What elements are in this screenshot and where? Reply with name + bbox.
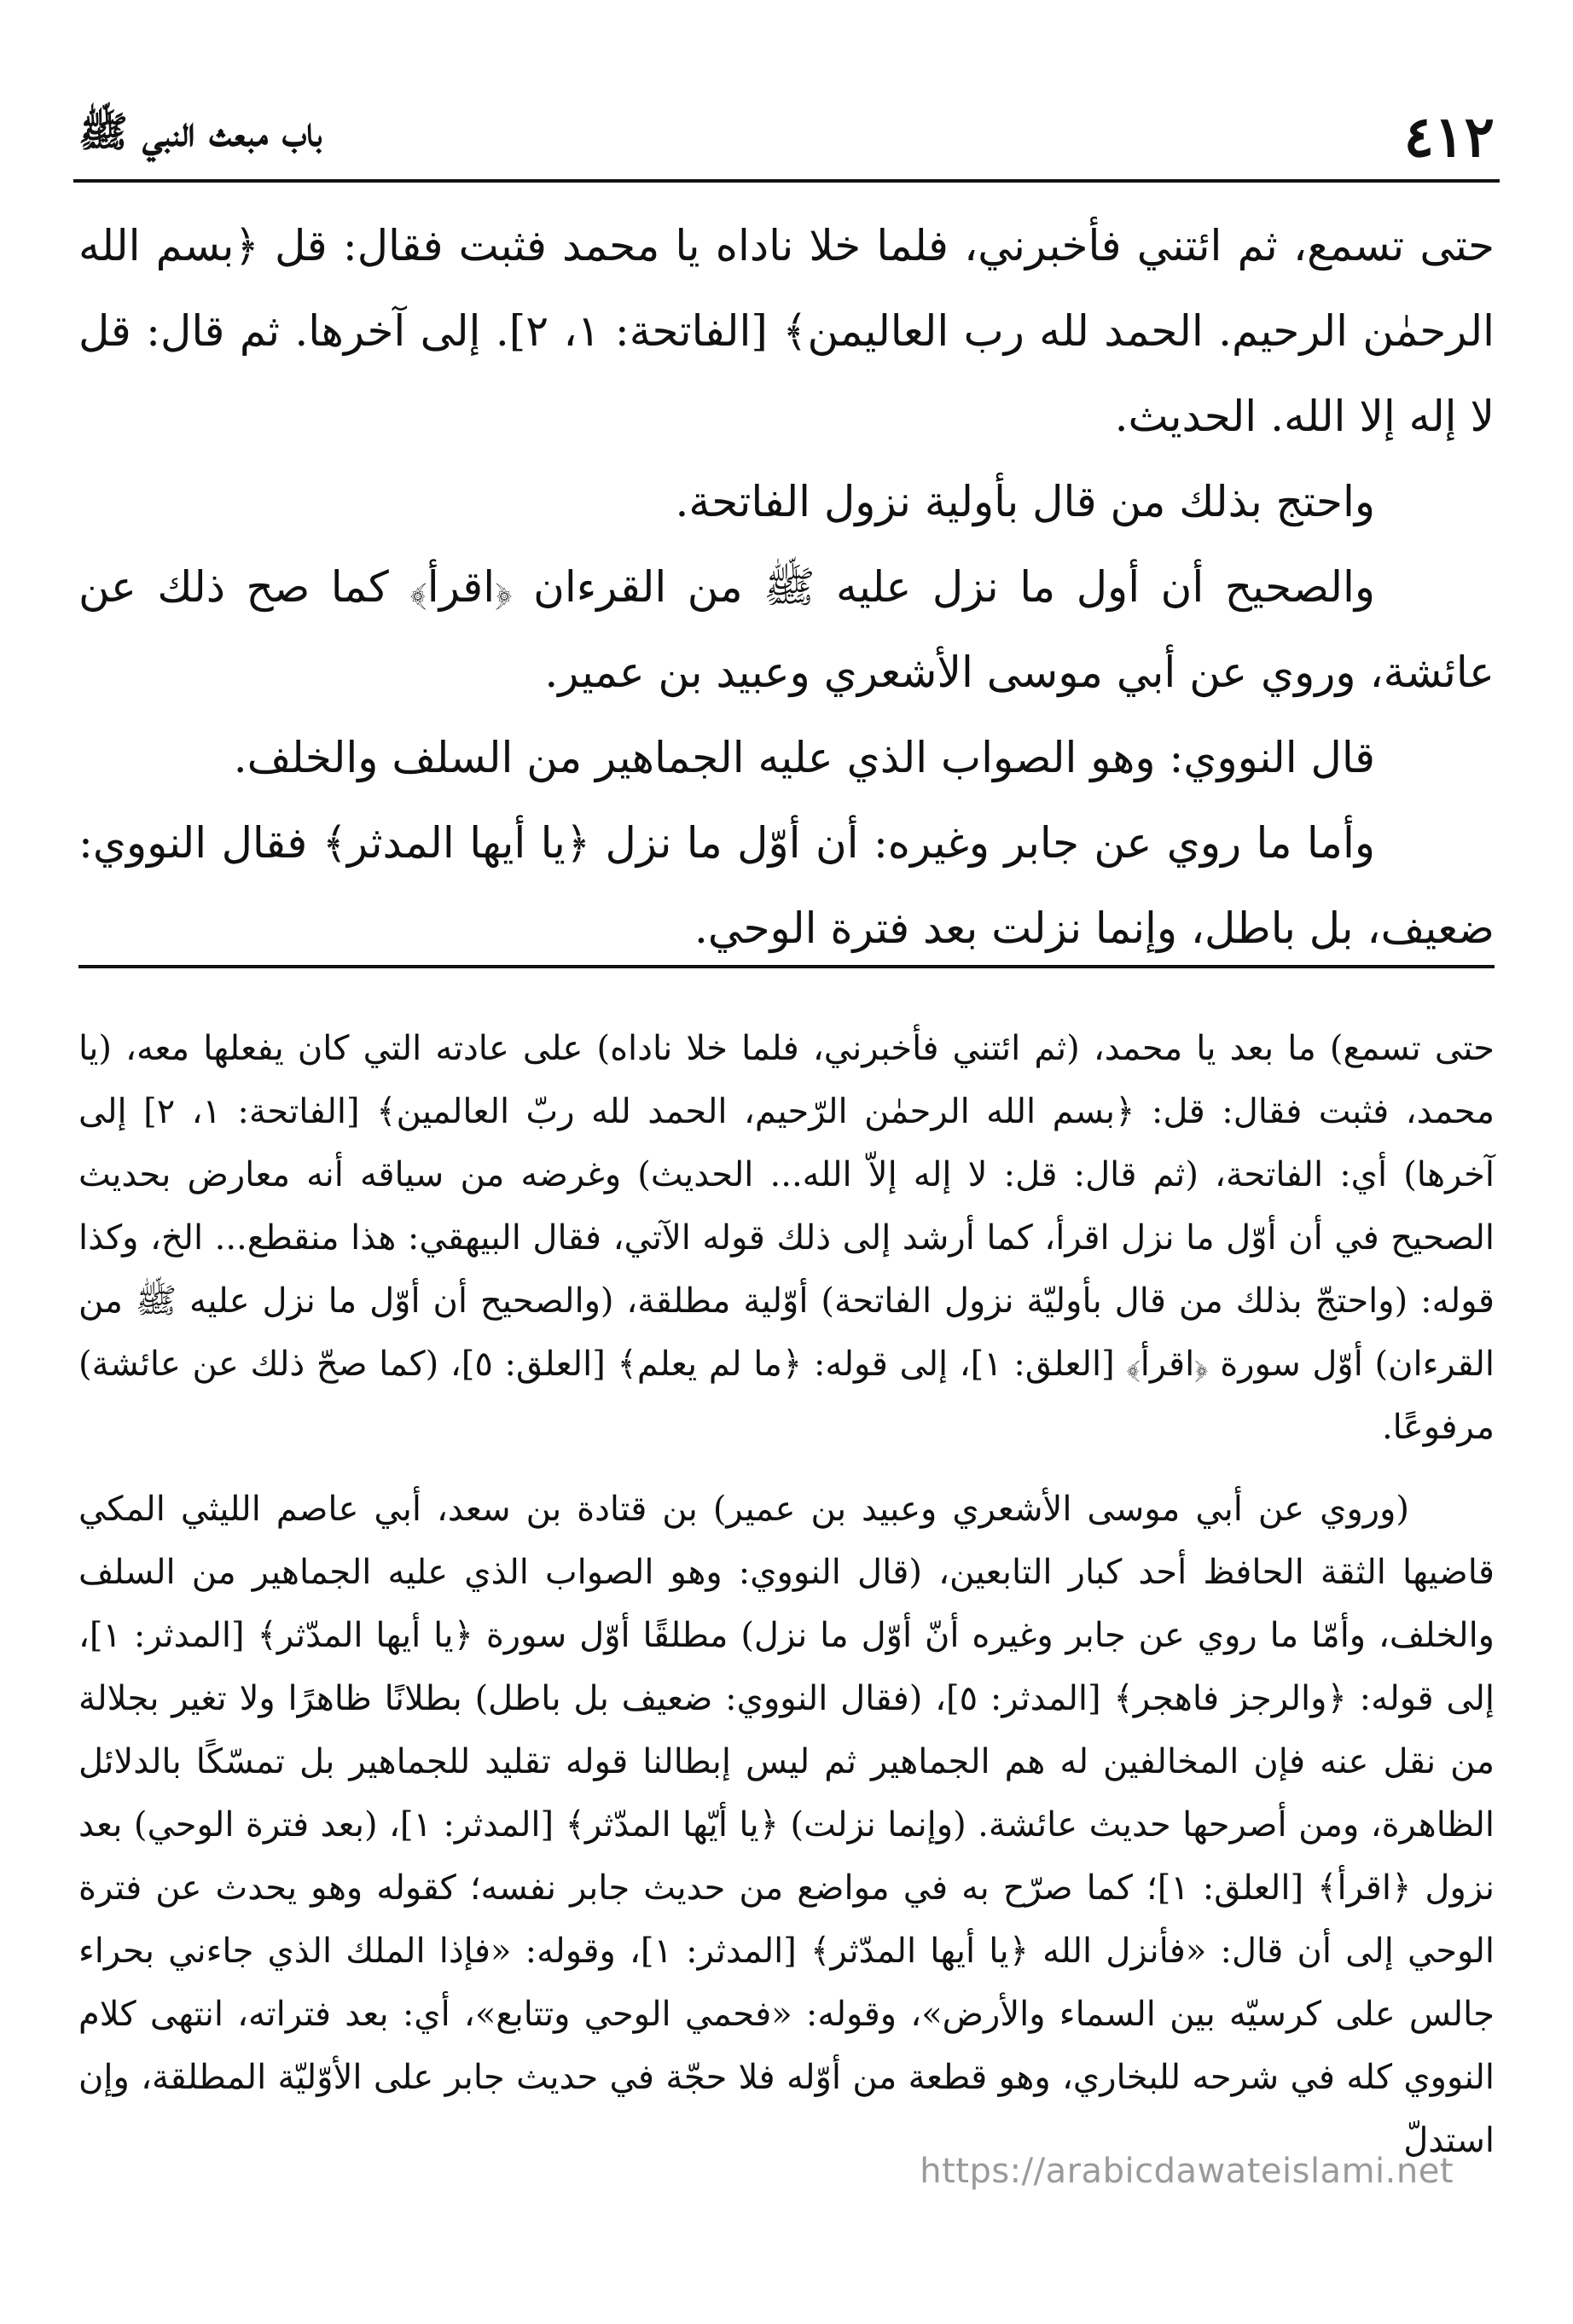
main-paragraph: واحتج بذلك من قال بأولية نزول الفاتحة. bbox=[675, 477, 1375, 526]
commentary-divider bbox=[78, 965, 1495, 968]
main-text bbox=[78, 203, 1495, 971]
watermark-url: https://arabicdawateislami.net bbox=[920, 2152, 1454, 2191]
header-divider bbox=[73, 179, 1500, 183]
main-paragraph: حتى تسمع، ثم ائتني فأخبرني، فلما خلا ناداه يا محمد فثبت فقال: قل ﴿بسم الله الرحمٰن الرحيم. الحمد لله رب العاليمن﴾ [الفاتحة: ١، ٢]. إلى آخرها. ثم قال: قل لا إله إلا الله. الحديث. bbox=[78, 221, 1495, 441]
running-title: باب مبعث النبي ﷺ bbox=[78, 107, 322, 156]
commentary-paragraph: (وروي عن أبي موسى الأشعري وعبيد بن عمير) بن قتادة بن سعد، أبي عاصم الليثي المكي قاضيها الثقة الحافظ أحد كبار التابعين، (قال النووي: وهو الصواب الذي عليه الجماهير من السلف والخلف، وأمّا ما روي عن جابر وغيره أنّ أوّل ما نزل) مطلقًا أوّل سورة ﴿يا أيها المدّثر﴾ [المدثر: ١]، إلى قوله: ﴿والرجز فاهجر﴾ [المدثر: ٥]، (فقال النووي: ضعيف بل باطل) بطلانًا ظاهرًا ولا تغير بجلالة من نقل عنه فإن المخالفين له هم الجماهير ثم ليس إبطالنا قوله تقليد للجماهير بل تمسّكًا بالدلائل الظاهرة، ومن أصرحها حديث عائشة. (وإنما نزلت) ﴿يا أيّها المدّثر﴾ [المدثر: ١]، (بعد فترة الوحي) بعد نزول ﴿اقرأ﴾ [العلق: ١]؛ كما صرّح به في مواضع من حديث جابر نفسه؛ كقوله وهو يحدث عن فترة الوحي إلى أن قال: «فأنزل الله ﴿يا أيها المدّثر﴾ [المدثر: ١]، وقوله: «فإذا الملك الذي جاءني بحراء جالس على كرسيّه بين السماء والأرض»، وقوله: «فحمي الوحي وتتابع»، أي: بعد فتراته، انتهى كلام النووي كله في شرحه للبخاري، وهو قطعة من أوّله فلا حجّة في حديث جابر على الأوّليّة المطلقة، وإن استدلّ bbox=[78, 1490, 1495, 2160]
commentary-paragraph: حتى تسمع) ما بعد يا محمد، (ثم ائتني فأخبرني، فلما خلا ناداه) على عادته التي كان يفعلها معه، (يا محمد، فثبت فقال: قل: ﴿بسم الله الرحمٰن الرّحيم، الحمد لله ربّ العالمين﴾ [الفاتحة: ١، ٢] إلى آخرها) أي: الفاتحة، (ثم قال: قل: لا إله إلاّ الله... الحديث) وغرضه من سياقه أنه معارض بحديث الصحيح في أن أوّل ما نزل اقرأ، كما أرشد إلى ذلك قوله الآتي، فقال البيهقي: هذا منقطع... الخ، وكذا قوله: (واحتجّ بذلك من قال بأوليّة نزول الفاتحة) أوّلية مطلقة، (والصحيح أن أوّل ما نزل عليه ﷺ من القرءان) أوّل سورة ﴿اقرأ﴾ [العلق: ١]، إلى قوله: ﴿ما لم يعلم﴾ [العلق: ٥]، (كما صحّ ذلك عن عائشة) مرفوعًا. bbox=[78, 1029, 1495, 1447]
main-paragraph: وأما ما روي عن جابر وغيره: أن أوّل ما نزل ﴿يا أيها المدثر﴾ فقال النووي: ضعيف، بل باطل، وإنما نزلت بعد فترة الوحي. bbox=[78, 818, 1495, 953]
commentary bbox=[78, 1017, 1495, 2172]
main-paragraph: والصحيح أن أول ما نزل عليه ﷺ من القرءان ﴿اقرأ﴾ كما صح ذلك عن عائشة، وروي عن أبي موسى الأشعري وعبيد بن عمير. bbox=[78, 562, 1495, 697]
page-number: ٤١٢ bbox=[1403, 103, 1495, 170]
main-paragraph: قال النووي: وهو الصواب الذي عليه الجماهير من السلف والخلف. bbox=[233, 733, 1375, 782]
page-header bbox=[78, 96, 1495, 177]
